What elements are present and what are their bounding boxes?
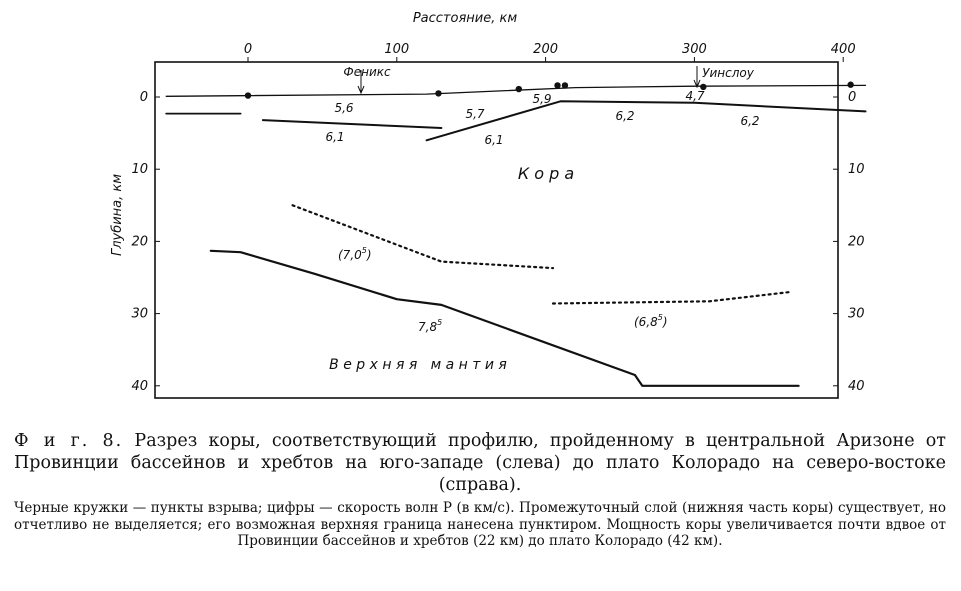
crust-label: К о р а: [517, 164, 575, 183]
y-tick-label-left: 40: [131, 378, 148, 394]
velocity-label: 6,1: [484, 133, 504, 147]
caption-text: Разрез коры, соответствующий профилю, пройденному в центральной Аризоне от Провинции бассейнов и хребтов на юго-западе (слева) до плато Колорадо на северо-востоке (справа).: [14, 431, 946, 495]
y-tick-label-left: 30: [131, 306, 148, 322]
y-tick-label-right: 0: [848, 90, 857, 105]
boundary-line: [263, 120, 442, 128]
velocity-label: 5,7: [465, 107, 485, 121]
y-tick-label-right: 10: [848, 162, 865, 178]
y-tick-label-left: 20: [131, 234, 148, 250]
y-tick-label-right: 30: [848, 306, 865, 322]
shot-point: [516, 86, 522, 92]
shot-point: [245, 92, 251, 98]
section-lines: [166, 85, 865, 385]
caption-note: Черные кружки — пункты взрыва; цифры — скорость волн P (в км/с). Промежуточный слой (нижняя часть коры) существует, но отчетливо не выделяется; его возможная верхняя граница нанесена пунктиром. Мощность коры увеличивается почти вдвое от Провинции бассейнов и хребтов (22 км) до плато Колорадо (42 км).: [14, 500, 946, 549]
velocity-label: 6,2: [740, 114, 760, 128]
x-tick-label: 200: [533, 42, 559, 57]
mantle-label: В е р х н я я м а н т и я: [329, 357, 507, 373]
place-phoenix: Феникс: [343, 65, 391, 79]
x-axis-title: Расстояние, км: [412, 11, 518, 26]
dotted-boundary-line: [553, 292, 791, 304]
velocity-label: $7,8^5$: [418, 318, 443, 334]
figure-caption: [14, 430, 946, 496]
shot-point: [435, 90, 441, 96]
velocity-label: $(7,0^5)$: [338, 246, 372, 262]
velocity-label: 6,1: [325, 130, 345, 144]
y-tick-label-left: 10: [131, 162, 148, 178]
y-tick-label-right: 40: [848, 378, 865, 394]
surface-line: [166, 85, 865, 96]
y-axis-title: Глубина, км: [110, 173, 125, 257]
place-winslow: Уинслоу: [702, 66, 754, 80]
velocity-label: 5,9: [532, 92, 552, 106]
shot-point: [554, 82, 560, 88]
x-tick-label: 400: [830, 42, 856, 57]
x-tick-label: 100: [384, 42, 410, 57]
shot-point: [562, 82, 568, 88]
caption-label: Ф и г. 8.: [14, 431, 124, 451]
velocity-label: 5,6: [334, 101, 354, 115]
y-tick-label-right: 20: [848, 234, 865, 250]
x-axis-ticks: [244, 42, 856, 62]
x-tick-label: 300: [681, 42, 707, 57]
dotted-boundary-line: [293, 205, 553, 268]
velocity-label: 4,7: [685, 89, 705, 103]
y-tick-label-left: 0: [139, 90, 148, 105]
velocity-label: $(6,8^5)$: [634, 313, 668, 329]
velocity-label: 6,2: [615, 109, 635, 123]
shot-point: [847, 82, 853, 88]
plot-frame: [155, 62, 838, 398]
x-tick-label: 0: [243, 42, 253, 57]
